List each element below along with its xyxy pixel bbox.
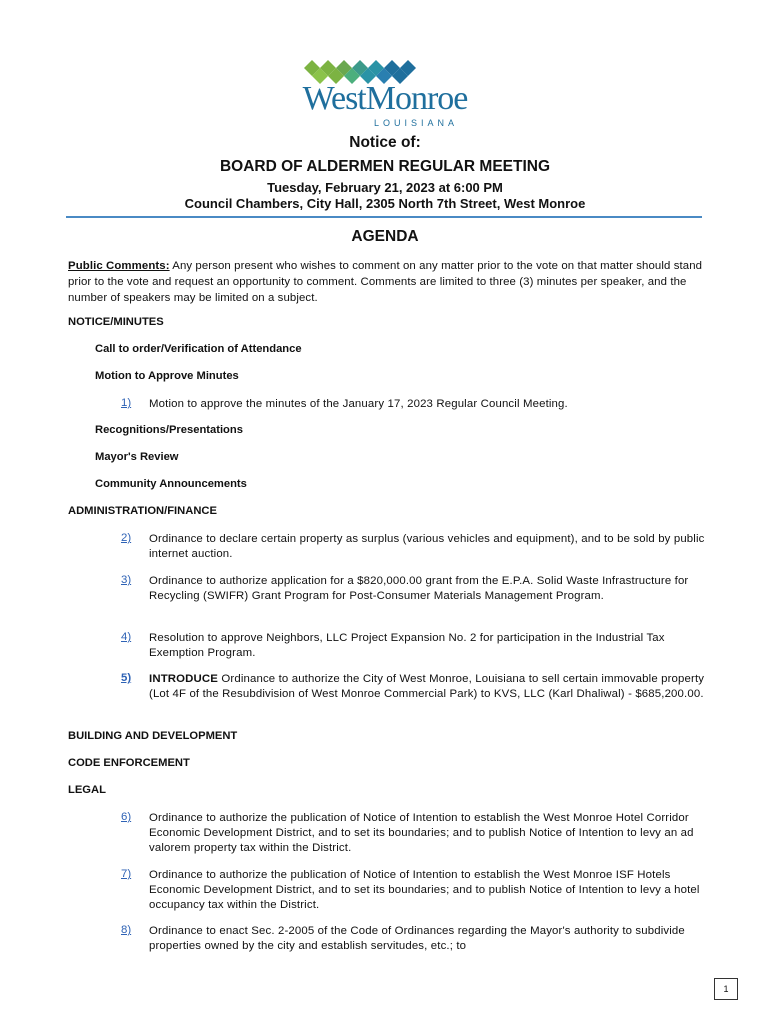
agenda-item bbox=[149, 811, 709, 857]
meeting-date: Tuesday, February 21, 2023 at 6:00 PM bbox=[267, 180, 503, 195]
agenda-item-text: Resolution to approve Neighbors, LLC Project Expansion No. 2 for participation in the Industrial Tax Exemption Program. bbox=[149, 632, 665, 660]
item-number[interactable]: 5) bbox=[121, 672, 132, 684]
section-code-enforcement: CODE ENFORCEMENT bbox=[68, 757, 190, 769]
item-number[interactable]: 8) bbox=[121, 924, 132, 936]
agenda-item bbox=[149, 868, 709, 914]
agenda-item bbox=[149, 574, 709, 604]
agenda-item-text: Ordinance to authorize the publication of Notice of Intention to establish the West Monroe ISF Hotels Economic Development District, and to set its boundaries; and to publish Notice of Intention to levy a hotel occupancy tax within the District. bbox=[149, 869, 700, 912]
agenda-item bbox=[149, 631, 709, 661]
logo-wordmark: WestMonroe bbox=[302, 80, 468, 117]
agenda-item-text: Ordinance to authorize the City of West Monroe, Louisiana to sell certain immovable property (Lot 4F of the Resubdivision of West Monroe Commercial Park) to KVS, LLC (Karl Dhaliwal) - $685,200.00. bbox=[149, 673, 705, 701]
item-number[interactable]: 4) bbox=[121, 631, 132, 643]
agenda-item-text: Ordinance to enact Sec. 2-2005 of the Code of Ordinances regarding the Mayor's authority to subdivide properties owned by the city and establish servitudes, etc.; to bbox=[149, 925, 685, 953]
section-administration-finance: ADMINISTRATION/FINANCE bbox=[68, 505, 217, 517]
agenda-title: AGENDA bbox=[351, 228, 419, 245]
page-number: 1 bbox=[714, 978, 738, 1000]
agenda-item bbox=[149, 397, 709, 412]
agenda-item bbox=[149, 532, 709, 562]
call-to-order: Call to order/Verification of Attendance bbox=[95, 343, 302, 355]
public-comments-label: Public Comments: bbox=[68, 260, 170, 272]
agenda-item-text: Motion to approve the minutes of the January 17, 2023 Regular Council Meeting. bbox=[149, 398, 568, 410]
meeting-location: Council Chambers, City Hall, 2305 North 7th Street, West Monroe bbox=[184, 196, 586, 211]
header-divider bbox=[66, 216, 702, 218]
section-building-development: BUILDING AND DEVELOPMENT bbox=[68, 730, 238, 742]
west-monroe-logo bbox=[292, 58, 478, 130]
mayors-review-heading: Mayor's Review bbox=[95, 451, 179, 463]
agenda-item-text: Ordinance to authorize the publication of Notice of Intention to establish the West Monroe Hotel Corridor Economic Development District, and to set its boundaries; and to publish Notice of Intention to levy an ad valorem property tax within the District. bbox=[149, 812, 694, 855]
agenda-item-keyword: INTRODUCE bbox=[149, 673, 219, 685]
recognitions-heading: Recognitions/Presentations bbox=[95, 424, 243, 436]
item-number[interactable]: 6) bbox=[121, 811, 132, 823]
item-number[interactable]: 3) bbox=[121, 574, 132, 586]
notice-heading: Notice of: bbox=[349, 134, 421, 151]
motion-minutes-heading: Motion to Approve Minutes bbox=[95, 370, 239, 382]
logo-subtitle: LOUISIANA bbox=[374, 118, 459, 128]
section-notice-minutes: NOTICE/MINUTES bbox=[68, 316, 164, 328]
meeting-title: BOARD OF ALDERMEN REGULAR MEETING bbox=[219, 158, 551, 175]
agenda-item bbox=[149, 672, 709, 702]
public-comments-text: Any person present who wishes to comment on any matter prior to the vote on that matter should stand prior to the vote and request an opportunity to comment. Comments are limited to three (3) minutes per speaker, and the number of speakers may be limited on a subject. bbox=[68, 260, 703, 304]
agenda-item-text: Ordinance to declare certain property as surplus (various vehicles and equipment), and to be sold by public internet auction. bbox=[149, 533, 705, 561]
community-announcements-heading: Community Announcements bbox=[95, 478, 247, 490]
public-comments-paragraph bbox=[68, 258, 708, 306]
agenda-item-text: Ordinance to authorize application for a $820,000.00 grant from the E.P.A. Solid Waste Infrastructure for Recycling (SWIFR) Grant Program for Post-Consumer Materials Management Program. bbox=[149, 575, 689, 603]
agenda-item bbox=[149, 924, 709, 954]
section-legal: LEGAL bbox=[68, 784, 106, 796]
item-number[interactable]: 1) bbox=[121, 397, 132, 409]
item-number[interactable]: 2) bbox=[121, 532, 132, 544]
item-number[interactable]: 7) bbox=[121, 868, 132, 880]
